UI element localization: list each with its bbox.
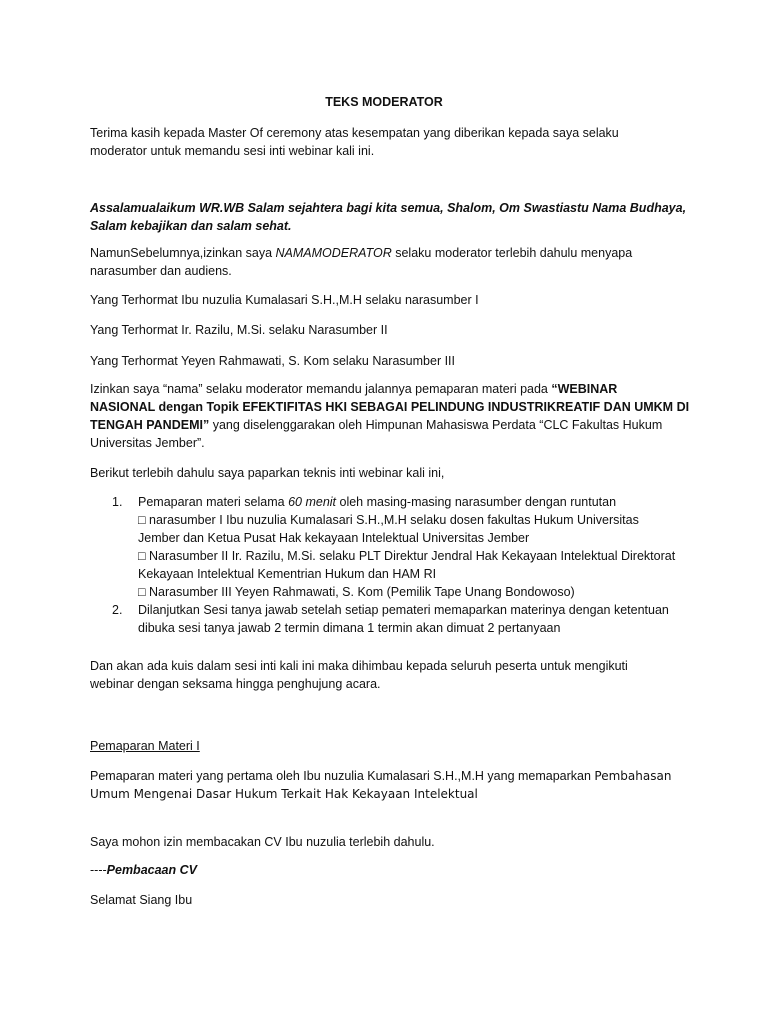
- cv-reading: [90, 861, 690, 879]
- speaker-1-line-1: □ narasumber I Ibu nuzulia Kumalasari S.H.,M.H selaku dosen fakultas Hukum Universitas: [138, 513, 639, 527]
- speaker-2-line-1: □ Narasumber II Ir. Razilu, M.Si. selaku PLT Direktur Jendral Hak Kekayaan Intelektual Direktorat: [138, 549, 676, 563]
- item1-pre: Pemaparan materi selama: [138, 495, 289, 509]
- greeting-line-1: Assalamualaikum WR.WB Salam sejahtera bagi kita semua, Shalom, Om Swastiastu Nama Budhaya,: [90, 201, 687, 215]
- salutation-1: Yang Terhormat Ibu nuzulia Kumalasari S.H.,M.H selaku narasumber I: [90, 293, 479, 307]
- speaker-1-line-2: Jember dan Ketua Pusat Hak kekayaan Intelektual Universitas Jember: [138, 531, 530, 545]
- intro-paragraph: [90, 124, 690, 160]
- cv-request: Saya mohon izin membacakan CV Ibu nuzulia terlebih dahulu.: [90, 835, 435, 849]
- technical-intro: Berikut terlebih dahulu saya paparkan teknis inti webinar kali ini,: [90, 466, 445, 480]
- duration: 60 menit: [288, 495, 337, 509]
- technical-list: [90, 493, 690, 637]
- section-l1-pre: Pemaparan materi yang pertama oleh Ibu nuzulia Kumalasari S.H.,M.H yang memaparkan: [90, 769, 595, 783]
- greeting-paragraph: [90, 199, 690, 235]
- list-item: [90, 601, 690, 637]
- event-line-2: NASIONAL dengan Topik EFEKTIFITAS HKI SEBAGAI PELINDUNG INDUSTRIKREATIF DAN UMKM DI: [90, 400, 690, 414]
- document-title: TEKS MODERATOR: [325, 95, 443, 109]
- section-l1-post: Pembahasan: [594, 769, 672, 783]
- event-line-3: [90, 416, 690, 434]
- before-line-1: [90, 244, 690, 262]
- event-l3-bold: TENGAH PANDEMI”: [90, 418, 210, 432]
- intro-line-1: Terima kasih kepada Master Of ceremony atas kesempatan yang diberikan kepada saya selaku: [90, 126, 619, 140]
- event-l1-pre: Izinkan saya “nama” selaku moderator memandu jalannya pemaparan materi pada: [90, 382, 552, 396]
- list-number: 1.: [112, 495, 123, 509]
- before-post: selaku moderator terlebih dahulu menyapa: [391, 246, 633, 260]
- event-l3-post: yang diselenggarakan oleh Himpunan Mahasiswa Perdata “CLC Fakultas Hukum: [209, 418, 663, 432]
- section-heading: Pemaparan Materi I: [90, 739, 200, 753]
- cv-reading-label: Pembacaan CV: [106, 863, 197, 877]
- salutation-2: Yang Terhormat Ir. Razilu, M.Si. selaku Narasumber II: [90, 323, 388, 337]
- item1-post: oleh masing-masing narasumber dengan runtutan: [336, 495, 617, 509]
- list-item-2-line-2: dibuka sesi tanya jawab 2 termin dimana 1 termin akan dimuat 2 pertanyaan: [138, 621, 561, 635]
- greeting-line-2: Salam kebajikan dan salam sehat.: [90, 219, 292, 233]
- before-line-2: narasumber dan audiens.: [90, 264, 232, 278]
- event-line-1: [90, 380, 690, 398]
- list-item: [90, 493, 690, 601]
- speaker-3-line: □ Narasumber III Yeyen Rahmawati, S. Kom (Pemilik Tape Unang Bondowoso): [138, 585, 575, 599]
- list-item-2-line-1: Dilanjutkan Sesi tanya jawab setelah setiap pemateri memaparkan materinya dengan ketentuan: [138, 603, 669, 617]
- list-item-1-line-1: [138, 493, 690, 511]
- event-paragraph: [90, 380, 690, 452]
- section-body-line-2: Umum Mengenai Dasar Hukum Terkait Hak Kekayaan Intelektual: [90, 787, 478, 801]
- salutation-3: Yang Terhormat Yeyen Rahmawati, S. Kom selaku Narasumber III: [90, 354, 455, 368]
- intro-line-2: moderator untuk memandu sesi inti webinar kali ini.: [90, 144, 375, 158]
- moderator-name: NAMAMODERATOR: [275, 246, 392, 260]
- speaker-2-line-2: Kekayaan Intelektual Kementrian Hukum dan HAM RI: [138, 567, 437, 581]
- section-body-line-1: [90, 767, 690, 785]
- before-pre: NamunSebelumnya,izinkan saya: [90, 246, 276, 260]
- closing-line: Selamat Siang Ibu: [90, 893, 193, 907]
- event-line-4: Universitas Jember”.: [90, 436, 205, 450]
- before-paragraph: [90, 244, 690, 280]
- cv-dashes: ----: [90, 863, 107, 877]
- quiz-line-1: Dan akan ada kuis dalam sesi inti kali ini maka dihimbau kepada seluruh peserta untuk mengikuti: [90, 659, 628, 673]
- event-l1-bold: “WEBINAR: [551, 382, 618, 396]
- quiz-paragraph: [90, 657, 690, 693]
- section-body: [90, 767, 690, 803]
- quiz-line-2: webinar dengan seksama hingga penghujung acara.: [90, 677, 381, 691]
- list-number: 2.: [112, 603, 123, 617]
